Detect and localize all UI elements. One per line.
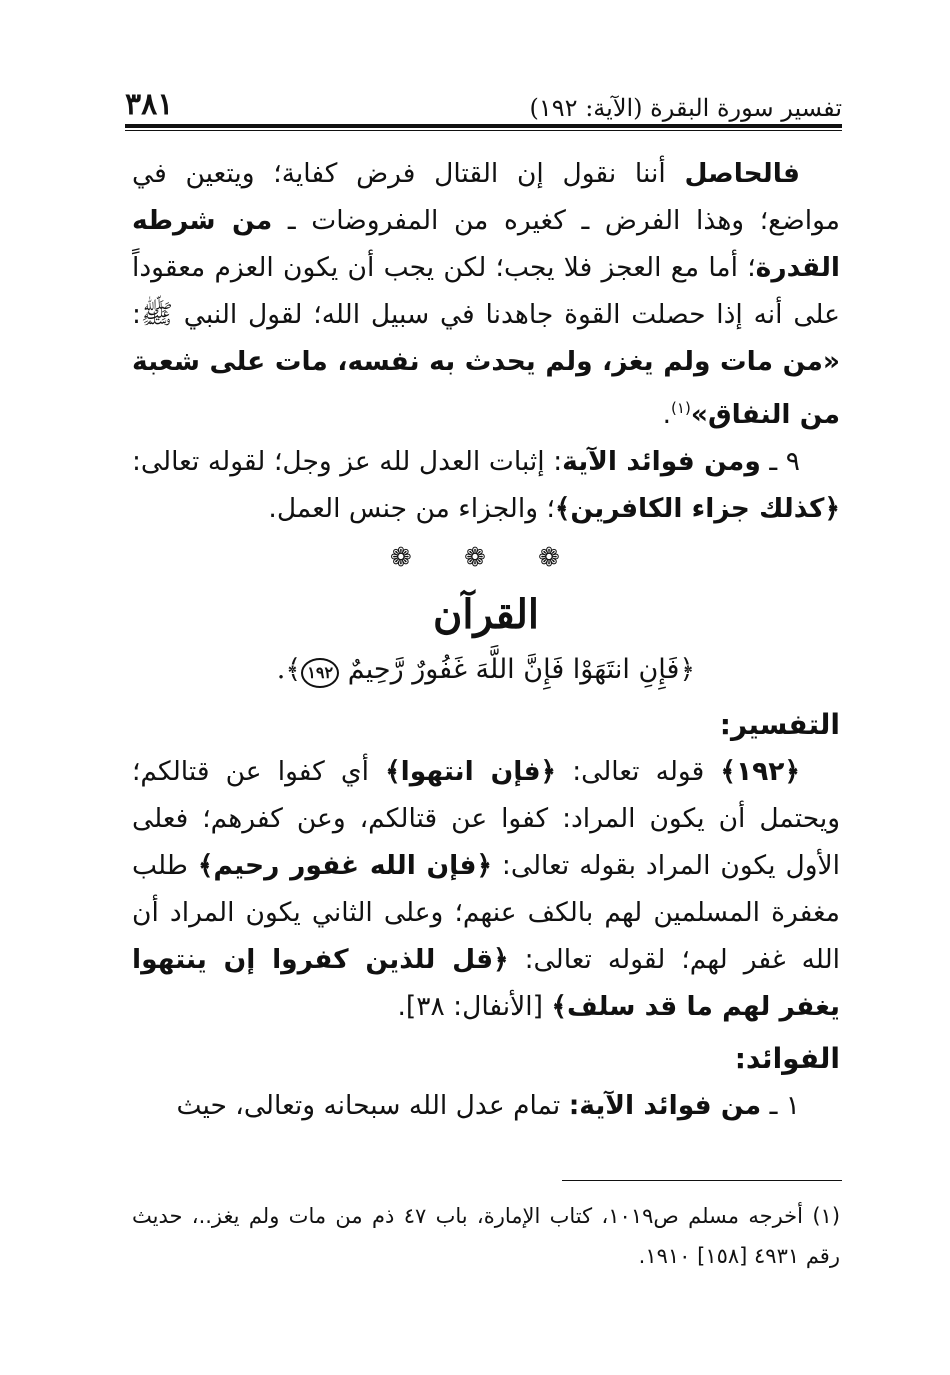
point-9-quote: ﴿كذلك جزاء الكافرين﴾ xyxy=(554,492,840,524)
tafsir-quote-3: ﴿قل للذين كفروا إن ينتهوا يغفر لهم ما قد سلف﴾ xyxy=(132,943,840,1022)
fawaid-text: تمام عدل الله سبحانه وتعالى، حيث xyxy=(176,1089,569,1121)
verse-text xyxy=(132,646,840,694)
page-header xyxy=(125,82,842,122)
point-9-label: ومن فوائد الآية xyxy=(562,445,761,477)
verse-number-medallion: ١٩٢ xyxy=(301,658,339,688)
tafsir-verse-number: ﴿١٩٢﴾ xyxy=(720,755,800,787)
point-9-paragraph xyxy=(132,438,840,532)
intro-end: . xyxy=(662,398,672,430)
intro-text-2: ؛ أما مع العجز فلا يجب؛ لكن يجب أن يكون العزم معقوداً على أنه إذا حصلت القوة جاهدنا في سبيل الله؛ لقول النبي ﷺ: xyxy=(132,252,840,330)
point-9-text-1: : إثبات العدل لله عز وجل؛ لقوله تعالى: xyxy=(132,445,563,477)
hadith-quote: «من مات ولم يغز، ولم يحدث به نفسه، مات على شعبة من النفاق» xyxy=(132,346,840,430)
footnote-ref: (١) xyxy=(671,399,691,417)
main-text xyxy=(132,150,840,1129)
intro-lead: فالحاصل xyxy=(684,158,800,189)
tafsir-heading: التفسير: xyxy=(719,707,840,741)
page-number: ٣٨١ xyxy=(125,87,174,122)
fawaid-paragraph xyxy=(132,1082,840,1129)
tafsir-text-1: قوله تعالى: xyxy=(556,755,721,787)
tafsir-quote-2: ﴿فإن الله غفور رحيم﴾ xyxy=(197,849,492,881)
fawaid-heading: الفوائد: xyxy=(734,1041,840,1075)
header-rule xyxy=(125,124,842,128)
footnote-rule xyxy=(562,1180,842,1181)
intro-bold-1: من شرطه القدرة xyxy=(132,205,840,283)
point-9-number: ٩ ـ xyxy=(760,445,801,477)
verse-close: ﴾. xyxy=(276,653,302,685)
footnotes xyxy=(132,1196,840,1276)
tafsir-text-2: أي كفوا عن قتالكم؛ ويحتمل أن يكون المراد: كفوا عن قتالكم، وعن كفرهم؛ فعلى الأول يكون المراد بقوله تعالى: xyxy=(132,755,841,881)
intro-paragraph xyxy=(132,150,840,438)
running-title: تفسير سورة البقرة (الآية: ١٩٢) xyxy=(529,94,842,122)
tafsir-text-4: [الأنفال: ٣٨]. xyxy=(397,990,552,1022)
tafsir-quote-1: ﴿فإن انتهوا﴾ xyxy=(385,755,557,787)
tafsir-paragraph xyxy=(132,748,840,1030)
tafsir-text-3: طلب مغفرة المسلمين لهم بالكف عنهم؛ وعلى الثاني يكون المراد أن الله غفر لهم؛ لقوله تعالى: xyxy=(132,849,841,975)
fawaid-number: ١ ـ xyxy=(761,1089,800,1121)
section-separator: ❁ ❁ ❁ xyxy=(390,542,582,573)
verse-body: ﴿فَإِنِ انتَهَوْا فَإِنَّ اللَّهَ غَفُورٌ رَّحِيمٌ xyxy=(347,653,696,685)
quran-heading: القرآن xyxy=(432,590,540,638)
intro-text-1: أننا نقول إن القتال فرض كفاية؛ ويتعين في مواضع؛ وهذا الفرض ـ كغيره من المفروضات ـ xyxy=(132,158,840,236)
header-rule-thin xyxy=(125,130,842,131)
point-9-text-2: ؛ والجزاء من جنس العمل. xyxy=(268,492,555,524)
fawaid-label: من فوائد الآية: xyxy=(568,1089,762,1121)
footnote-1: (١) أخرجه مسلم ص١٠١٩، كتاب الإمارة، باب ٤٧ ذم من مات ولم يغز..، حديث رقم ٤٩٣١ [١٥٨] ١٩١٠. xyxy=(132,1204,841,1268)
